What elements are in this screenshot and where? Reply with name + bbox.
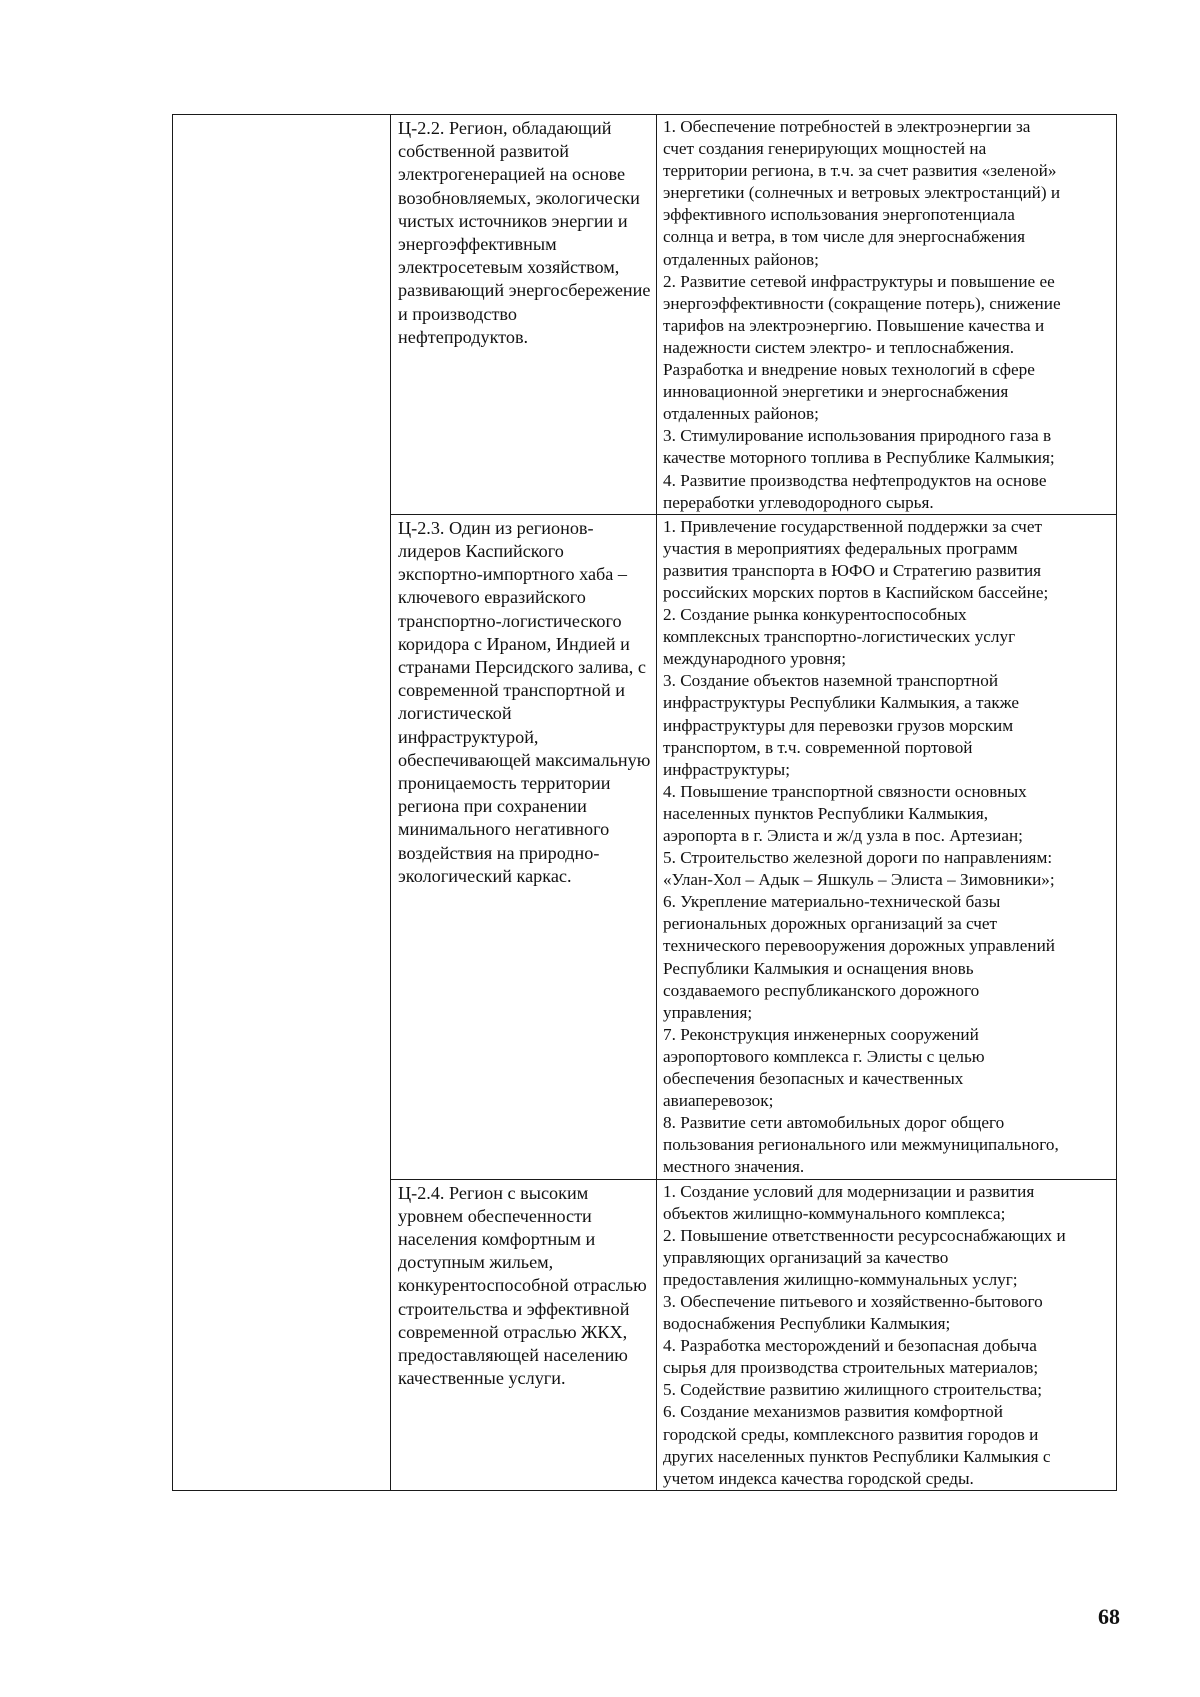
goal-cell <box>391 115 657 515</box>
goal-cell <box>391 514 657 1179</box>
task-line: аэропорта в г. Элиста и ж/д узла в пос. Артезиан; <box>663 826 1023 845</box>
task-line: 4. Повышение транспортной связности основных <box>663 781 1027 801</box>
task-line: инновационной энергетики и энергоснабжения <box>663 382 1009 402</box>
task-line: инфраструктуры; <box>663 759 790 779</box>
task-line: 7. Реконструкция инженерных сооружений <box>663 1024 979 1044</box>
goal-cell <box>391 1179 657 1490</box>
task-line: инфраструктуры Республики Калмыкия, а также <box>663 693 1019 713</box>
task-line: энергетики (солнечных и ветровых электростанций) и <box>663 183 1061 203</box>
task-line: отдаленных районов; <box>663 404 819 424</box>
task-line: 4. Развитие производства нефтепродуктов на основе <box>663 470 1047 490</box>
task-line: 5. Содействие развитию жилищного строительства; <box>663 1380 1042 1400</box>
table-row <box>173 115 1117 515</box>
tasks-cell <box>657 115 1117 515</box>
task-line: 6. Создание механизмов развития комфортной <box>663 1402 1003 1422</box>
empty-first-column-cell <box>173 115 391 1491</box>
task-line: городской среды, комплексного развития городов и <box>663 1424 1039 1444</box>
task-line: эффективного использования энергопотенциала <box>663 205 1015 225</box>
tasks-list <box>657 115 1116 514</box>
task-line: российских морских портов в Каспийском бассейне; <box>663 582 1049 602</box>
tasks-list <box>657 515 1116 1179</box>
task-line: 2. Создание рынка конкурентоспособных <box>663 605 967 625</box>
task-line: качестве моторного топлива в Республике Калмыкия; <box>663 448 1055 468</box>
task-line: 2. Повышение ответственности ресурсоснабжающих и <box>663 1225 1066 1245</box>
task-line: местного значения. <box>663 1157 805 1177</box>
task-line: аэропортового комплекса г. Элисты с целью <box>663 1046 985 1066</box>
task-line: надежности систем электро- и теплоснабжения. <box>663 337 1015 357</box>
tasks-list <box>657 1180 1116 1490</box>
task-line: 3. Стимулирование использования природного газа в <box>663 426 1052 446</box>
task-line: развития транспорта в ЮФО и Стратегию развития <box>663 560 1042 580</box>
tasks-cell <box>657 1179 1117 1490</box>
task-line: сырья для производства строительных материалов; <box>663 1358 1039 1378</box>
task-line: энергоэффективности (сокращение потерь), снижение <box>663 293 1061 313</box>
strategy-table <box>172 114 1117 1491</box>
task-line: объектов жилищно-коммунального комплекса; <box>663 1203 1006 1223</box>
task-line: счет создания генерирующих мощностей на <box>663 139 987 159</box>
task-line: управления; <box>663 1002 753 1022</box>
task-line: авиаперевозок; <box>663 1091 774 1111</box>
task-line: учетом индекса качества городской среды. <box>663 1468 974 1488</box>
task-line: Республики Калмыкия и оснащения вновь <box>663 958 974 978</box>
task-line: солнца и ветра, в том числе для энергоснабжения <box>663 227 1025 247</box>
tasks-cell <box>657 514 1117 1179</box>
task-line: Разработка и внедрение новых технологий в сфере <box>663 360 1035 380</box>
task-line: переработки углеводородного сырья. <box>663 492 934 512</box>
task-line: «Улан-Хол – Адык – Яшкуль – Элиста – Зимовники»; <box>663 870 1055 890</box>
task-line: создаваемого республиканского дорожного <box>663 980 980 1000</box>
task-line: 3. Обеспечение питьевого и хозяйственно-бытового <box>663 1291 1043 1311</box>
task-line: комплексных транспортно-логистических услуг <box>663 627 1016 647</box>
task-line: транспортом, в т.ч. современной портовой <box>663 737 973 757</box>
page-number: 68 <box>1098 1604 1120 1629</box>
task-line: 4. Разработка месторождений и безопасная добыча <box>663 1336 1037 1356</box>
task-line: 1. Обеспечение потребностей в электроэнергии за <box>663 117 1031 136</box>
task-line: участия в мероприятиях федеральных программ <box>663 538 1018 558</box>
task-line: водоснабжения Республики Калмыкия; <box>663 1314 951 1334</box>
goal-text: Ц-2.2. Регион, обладающий собственной развитой электрогенерацией на основе возобновляемых, экологически чистых источников энергии и энергоэффективным электросетевым хозяйством, развивающий энергосбережение и производство нефтепродуктов. <box>398 118 651 347</box>
task-line: отдаленных районов; <box>663 249 819 269</box>
task-line: населенных пунктов Республики Калмыкия, <box>663 803 989 823</box>
task-line: инфраструктуры для перевозки грузов морским <box>663 715 1014 735</box>
task-line: управляющих организаций за качество <box>663 1247 949 1267</box>
task-line: 3. Создание объектов наземной транспортной <box>663 671 999 691</box>
task-line: обеспечения безопасных и качественных <box>663 1069 964 1089</box>
task-line: тарифов на электроэнергию. Повышение качества и <box>663 315 1045 335</box>
task-line: пользования регионального или межмуниципального, <box>663 1135 1059 1155</box>
task-line: 5. Строительство железной дороги по направлениям: <box>663 848 1053 868</box>
task-line: международного уровня; <box>663 649 847 669</box>
task-line: 8. Развитие сети автомобильных дорог общего <box>663 1113 1005 1133</box>
task-line: территории региона, в т.ч. за счет развития «зеленой» <box>663 161 1057 181</box>
task-line: региональных дорожных организаций за счет <box>663 914 998 934</box>
task-line: других населенных пунктов Республики Калмыкия с <box>663 1446 1051 1466</box>
task-line: 1. Привлечение государственной поддержки за счет <box>663 516 1042 536</box>
goal-text: Ц-2.4. Регион с высоким уровнем обеспеченности населения комфортным и доступным жильем, конкурентоспособной отраслью строительства и эффективной современной отраслью ЖКХ, предоставляющей населению качественные услуги. <box>398 1182 647 1389</box>
task-line: 1. Создание условий для модернизации и развития <box>663 1181 1035 1201</box>
goal-text: Ц-2.3. Один из регионов-лидеров Каспийского экспортно-импортного хаба – ключевого евразийского транспортно-логистического коридора с Ираном, Индией и странами Персидского залива, с современной транспортной и логистической инфраструктурой, обеспечивающей максимальную проницаемость территории региона при сохранении минимального негативного воздействия на природно-экологический каркас. <box>398 517 651 886</box>
task-line: 2. Развитие сетевой инфраструктуры и повышение ее <box>663 271 1055 291</box>
task-line: 6. Укрепление материально-технической базы <box>663 892 1001 912</box>
task-line: технического перевооружения дорожных управлений <box>663 936 1055 956</box>
task-line: предоставления жилищно-коммунальных услуг; <box>663 1269 1018 1289</box>
